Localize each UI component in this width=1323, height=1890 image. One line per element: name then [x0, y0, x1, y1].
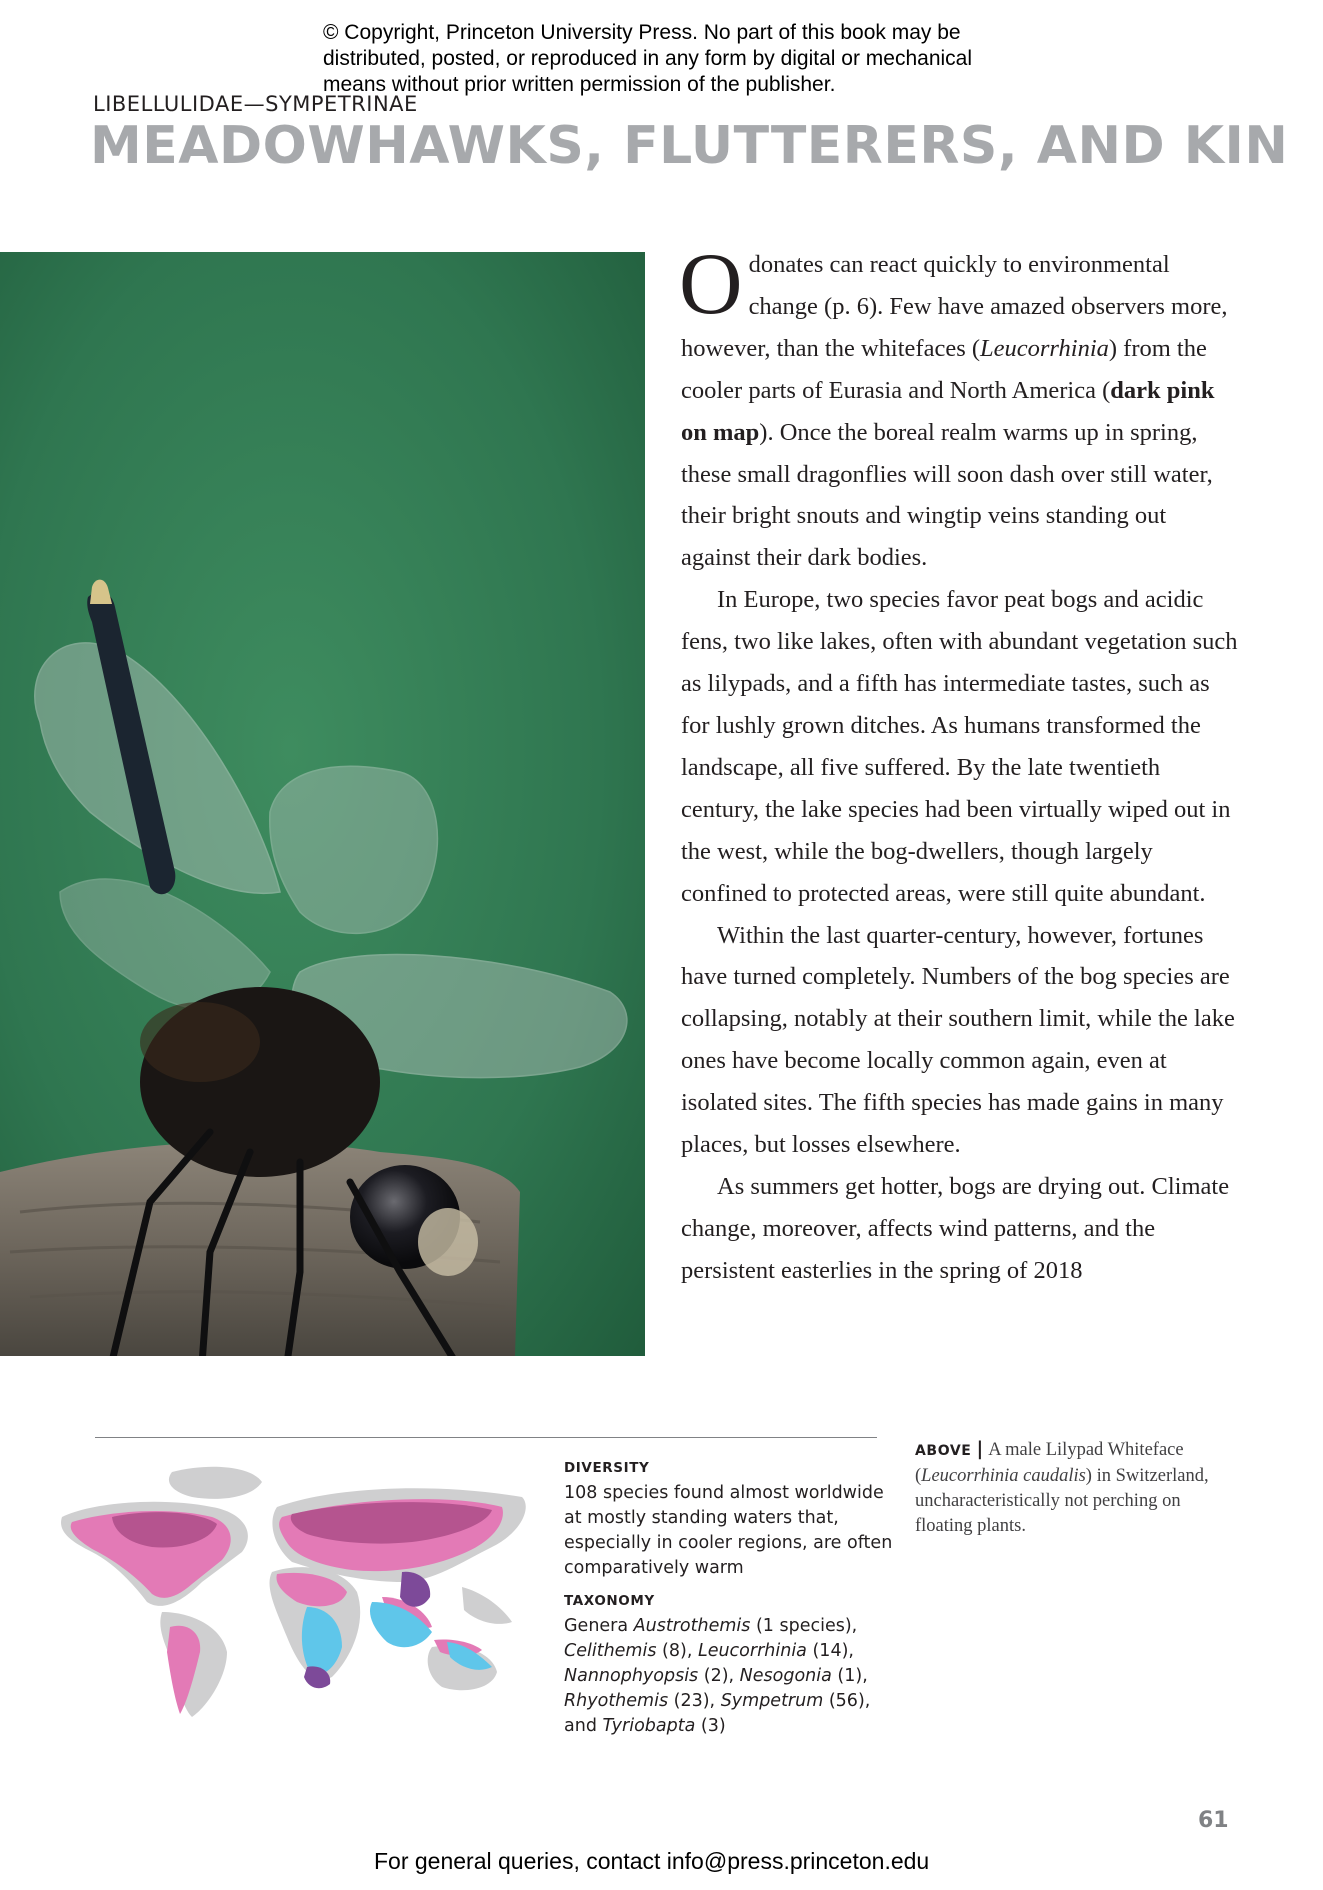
dragonfly-photo	[0, 252, 645, 1356]
diversity-text: 108 species found almost worldwide at mostly standing waters that, especially in cooler regions, are often comparatively warm	[564, 1483, 893, 1578]
paragraph-4: As summers get hotter, bogs are drying out. Climate change, moreover, affects wind patterns, and the persistent easterlies in the spring of 2018	[681, 1172, 1230, 1284]
caption-label: ABOVE	[915, 1443, 972, 1459]
page-number: 61	[1198, 1808, 1229, 1833]
caption-separator: |	[976, 1439, 984, 1460]
paragraph-2: In Europe, two species favor peat bogs and acidic fens, two like lakes, often with abundant vegetation such as lilypads, and a fifth has intermediate tastes, such as for lushly grown ditches. As humans transformed the landscape, all five suffered. By the late twentieth century, the lake species had been virtually wiped out in the west, while the bog-dwellers, though largely confined to protected areas, were still quite abundant.	[681, 586, 1238, 907]
paragraph-3: Within the last quarter-century, however, fortunes have turned completely. Numbers of the bog species are collapsing, notably at their southern limit, while the lake ones have become locally common again, even at isolated sites. The fifth species has made gains in many places, but losses elsewhere.	[681, 921, 1235, 1159]
drop-cap: O	[679, 236, 743, 333]
photo-caption	[915, 1437, 1235, 1539]
paragraph-1: Odonates can react quickly to environmental change (p. 6). Few have amazed observers more, however, than the whitefaces (Leucorrhinia) from the cooler parts of Eurasia and North America (dark pink on map). Once the boreal realm warms up in spring, these small dragonflies will soon dash over still water, their bright snouts and wingtip veins standing out against their dark bodies.	[679, 236, 1228, 572]
caption-text: A male Lilypad Whiteface (Leucorrhinia caudalis) in Switzerland, uncharacteristically not perching on floating plants.	[915, 1440, 1209, 1536]
article-body	[679, 236, 1241, 1292]
diversity-heading: DIVERSITY	[564, 1460, 650, 1476]
footer-contact: For general queries, contact info@press.princeton.edu	[374, 1848, 930, 1874]
page-title: MEADOWHAWKS, FLUTTERERS, AND KIN	[90, 116, 1289, 176]
divider	[95, 1437, 877, 1438]
world-distribution-map	[52, 1462, 552, 1732]
copyright-notice: © Copyright, Princeton University Press. No part of this book may be distributed, posted, or reproduced in any form by digital or mechanical means without prior written permission of the publisher.	[323, 21, 973, 96]
taxonomy-text: Genera Austrothemis (1 species), Celithemis (8), Leucorrhinia (14), Nannophyopsis (2), Nesogonia (1), Rhyothemis (23), Sympetrum (56), and Tyriobapta (3)	[564, 1616, 871, 1736]
taxonomy-heading: TAXONOMY	[564, 1593, 655, 1609]
facts-panel	[564, 1460, 894, 1751]
section-label: LIBELLULIDAE—SYMPETRINAE	[93, 92, 418, 116]
